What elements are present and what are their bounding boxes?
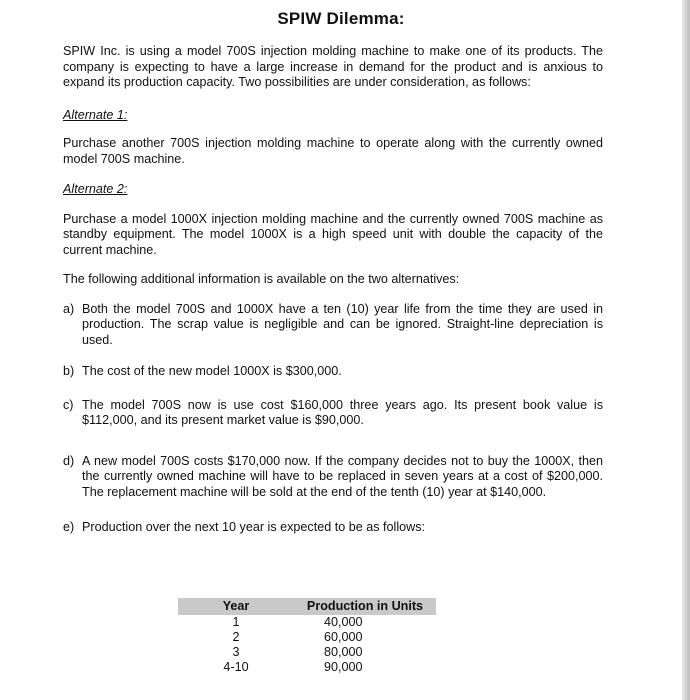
table-row	[178, 615, 436, 630]
list-item-d	[63, 454, 603, 501]
production-cell: 60,000	[324, 630, 363, 644]
year-cell: 3	[232, 645, 240, 659]
alternate-1-heading: Alternate 1:	[63, 107, 128, 122]
production-cell: 80,000	[324, 645, 363, 659]
table-header-row	[178, 598, 436, 615]
list-item-a	[63, 302, 603, 349]
document-title: SPIW Dilemma:	[277, 9, 405, 28]
document-body	[63, 44, 603, 536]
table-row	[178, 630, 436, 645]
info-list	[63, 302, 603, 536]
list-item-text: Production over the next 10 year is expected to be as follows:	[82, 520, 426, 534]
additional-info-intro: The following additional information is available on the two alternatives:	[63, 272, 460, 286]
list-item-text: The cost of the new model 1000X is $300,000.	[82, 364, 342, 378]
year-cell: 2	[232, 630, 240, 644]
list-item-e	[63, 520, 603, 536]
year-cell: 4-10	[223, 660, 249, 674]
list-marker: e)	[63, 520, 75, 534]
table-row	[178, 645, 436, 660]
year-cell: 1	[232, 615, 240, 629]
alternate-2-text: Purchase a model 1000X injection molding machine and the currently owned 700S machine as standby equipment. The model 1000X is a high speed unit with double the capacity of the current machine.	[63, 211, 603, 257]
production-column-header: Production in Units	[294, 598, 436, 615]
alternate-1-text: Purchase another 700S injection molding machine to operate along with the currently owned model 700S machine.	[63, 136, 603, 166]
list-item-b	[63, 364, 603, 380]
list-marker: b)	[63, 364, 75, 378]
table-row	[178, 660, 436, 675]
page-edge-shadow	[682, 0, 690, 700]
list-item-text: A new model 700S costs $170,000 now. If the company decides not to buy the 1000X, then the currently owned machine will have to be replaced in seven years at a cost of $200,000. The replacement machine will be sold at the end of the tenth (10) year at $140,000.	[82, 453, 603, 499]
list-marker: a)	[63, 301, 75, 316]
list-item-c	[63, 398, 603, 429]
production-cell: 90,000	[324, 660, 363, 674]
alternate-2-heading: Alternate 2:	[63, 182, 128, 196]
list-item-text: The model 700S now is use cost $160,000 three years ago. Its present book value is $112,000, and its present market value is $90,000.	[82, 397, 603, 427]
production-table	[178, 598, 436, 675]
list-item-text: Both the model 700S and 1000X have a ten (10) year life from the time they are used in production. The scrap value is negligible and can be ignored. Straight-line depreciation is used.	[82, 301, 603, 347]
list-marker: c)	[63, 397, 74, 412]
intro-paragraph: SPIW Inc. is using a model 700S injection molding machine to make one of its products. The company is expecting to have a large increase in demand for the product and is anxious to expand its production capacity. Two possibilities are under consideration, as follows:	[63, 44, 603, 89]
list-marker: d)	[63, 453, 75, 468]
production-cell: 40,000	[324, 615, 363, 629]
year-column-header: Year	[178, 598, 294, 615]
